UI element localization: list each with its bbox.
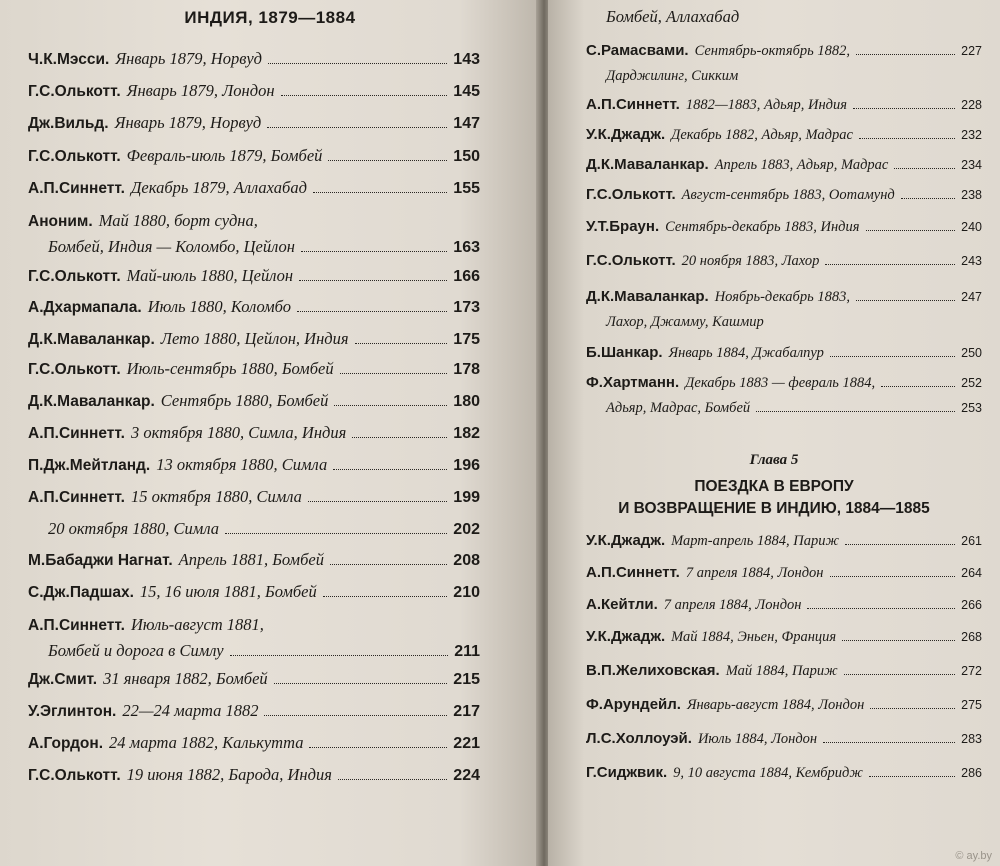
toc-entry: [28, 730, 480, 756]
page-title: ИНДИЯ, 1879—1884: [184, 8, 356, 27]
toc-entry: [28, 356, 480, 382]
entry-author: У.Эглинтон.: [28, 703, 117, 720]
entry-desc: Сентябрь-октябрь 1882,: [694, 43, 850, 59]
entry-page: 232: [961, 128, 982, 142]
toc-entry: [586, 284, 982, 335]
entry-page: 275: [961, 698, 982, 712]
entry-desc: Декабрь 1879, Аллахабад: [130, 178, 307, 197]
entry-author: Г.С.Олькотт.: [28, 767, 121, 784]
entry-desc: Февраль-июль 1879, Бомбей: [126, 146, 323, 165]
entry-author: У.Т.Браун.: [586, 218, 660, 235]
entry-desc: Апрель 1883, Адьяр, Мадрас: [714, 157, 889, 173]
chapter-title-line-2: И ВОЗВРАЩЕНИЕ В ИНДИЮ, 1884—1885: [618, 500, 930, 517]
entry-page: 224: [453, 767, 480, 784]
entry-page: 266: [961, 598, 982, 612]
toc-entry: [28, 762, 480, 788]
entry-desc: Январь 1879, Норвуд: [115, 49, 262, 68]
entry-author: Л.С.Холлоуэй.: [586, 730, 692, 747]
leader-dots: [869, 776, 955, 777]
entry-page: 211: [454, 643, 480, 660]
entry-author: А.П.Синнетт.: [586, 96, 680, 113]
leader-dots: [859, 138, 955, 139]
toc-entry: [586, 528, 982, 554]
entry-author: Д.К.Маваланкар.: [28, 393, 155, 410]
entry-page: 150: [453, 148, 480, 165]
entry-author: А.П.Синнетт.: [28, 489, 125, 506]
entry-desc-cont: Бомбей, Индия — Коломбо, Цейлон: [48, 237, 295, 256]
entry-author: Г.С.Олькотт.: [586, 252, 676, 269]
entry-page: 210: [453, 584, 480, 601]
toc-entry: [28, 143, 480, 169]
entry-desc: 20 октября 1880, Симла: [48, 519, 219, 538]
leader-dots: [281, 95, 448, 96]
entry-author: Дж.Смит.: [28, 671, 98, 688]
leader-dots: [313, 192, 447, 193]
entry-author: У.К.Джадж.: [586, 532, 666, 549]
entry-page: 286: [961, 766, 982, 780]
entry-author: А.П.Синнетт.: [28, 617, 125, 634]
entry-page: 199: [453, 489, 480, 506]
entry-page: 175: [453, 331, 480, 348]
toc-entry: [28, 78, 480, 104]
leader-dots: [323, 596, 448, 597]
entry-author: Ч.К.Мэсси.: [28, 51, 110, 68]
entry-desc: 1882—1883, Адьяр, Индия: [685, 97, 847, 113]
entry-author: А.П.Синнетт.: [586, 564, 680, 581]
toc-entry: [28, 612, 480, 664]
entry-page: 155: [453, 180, 480, 197]
entry-page: 202: [453, 521, 480, 538]
entry-page: 272: [961, 664, 982, 678]
entry-page: 143: [453, 51, 480, 68]
leader-dots: [340, 373, 448, 374]
entry-desc: 13 октября 1880, Симла: [156, 455, 328, 474]
toc-entry: [586, 340, 982, 366]
entry-desc: 24 марта 1882, Калькутта: [109, 733, 304, 752]
toc-entry: [28, 484, 480, 510]
toc-entry: [586, 92, 982, 118]
toc-entry: [586, 182, 982, 208]
entry-desc: Август-сентябрь 1883, Оотамунд: [681, 187, 895, 203]
leader-dots: [830, 356, 955, 357]
toc-entry: [28, 263, 480, 289]
entry-desc-cont: Дарджилинг, Сикким: [606, 68, 739, 84]
right-page: [548, 0, 1000, 866]
entry-author: Г.Сиджвик.: [586, 764, 668, 781]
leader-dots: [807, 608, 955, 609]
entry-author: Г.С.Олькотт.: [28, 83, 121, 100]
leader-dots: [297, 311, 447, 312]
leader-dots: [856, 54, 955, 55]
leader-dots: [267, 127, 447, 128]
toc-entry: [28, 420, 480, 446]
entry-page: 240: [961, 220, 982, 234]
entry-desc: 7 апреля 1884, Лондон: [663, 597, 802, 613]
entry-page: 243: [961, 254, 982, 268]
entry-desc: 15 октября 1880, Симла: [130, 487, 302, 506]
entry-desc: 19 июня 1882, Барода, Индия: [126, 765, 332, 784]
leader-dots: [308, 501, 447, 502]
entry-desc: Январь-август 1884, Лондон: [686, 697, 865, 713]
entry-author: У.К.Джадж.: [586, 628, 666, 645]
entry-desc: 22—24 марта 1882: [122, 701, 259, 720]
entry-page: 208: [453, 552, 480, 569]
entry-desc-cont: Бомбей, Аллахабад: [606, 7, 740, 26]
toc-entry: [28, 110, 480, 136]
entry-desc: Ноябрь-декабрь 1883,: [714, 289, 850, 305]
entry-desc: 9, 10 августа 1884, Кембридж: [673, 765, 863, 781]
entry-author: Г.С.Олькотт.: [28, 148, 121, 165]
chapter-label: Глава 5: [749, 452, 799, 468]
entry-author: П.Дж.Мейтланд.: [28, 457, 151, 474]
entry-page: 238: [961, 188, 982, 202]
watermark: © ay.by: [955, 850, 992, 862]
entry-page: 145: [453, 83, 480, 100]
entry-desc: Лето 1880, Цейлон, Индия: [160, 329, 349, 348]
leader-dots: [352, 437, 447, 438]
entry-page: 250: [961, 346, 982, 360]
leader-dots: [333, 469, 447, 470]
entry-page: 252: [961, 376, 982, 390]
entry-desc: Июль 1880, Коломбо: [147, 297, 291, 316]
entry-page: 215: [453, 671, 480, 688]
entry-author: Г.С.Олькотт.: [28, 361, 121, 378]
leader-dots: [330, 564, 447, 565]
entry-author: Д.К.Маваланкар.: [586, 288, 709, 305]
toc-entry: [28, 388, 480, 414]
leader-dots: [830, 576, 956, 577]
entry-desc: Декабрь 1883 — февраль 1884,: [685, 375, 876, 391]
leader-dots: [225, 533, 447, 534]
chapter-title: [548, 476, 1000, 520]
entry-author: Б.Шанкар.: [586, 344, 663, 361]
entry-desc: 7 апреля 1884, Лондон: [685, 565, 824, 581]
entry-page: 173: [453, 299, 480, 316]
toc-entry: [28, 547, 480, 573]
toc-entry: [28, 666, 480, 692]
toc-entry-fragment: [586, 4, 982, 29]
entry-author: М.Бабаджи Нагнат.: [28, 552, 173, 569]
toc-entry: [28, 452, 480, 478]
entry-desc: Май 1884, Париж: [725, 663, 838, 679]
leader-dots: [856, 300, 955, 301]
entry-author: Ф.Арундейл.: [586, 696, 681, 713]
entry-author: Ф.Хартманн.: [586, 374, 680, 391]
toc-entry: [586, 122, 982, 148]
entry-page: 147: [453, 115, 480, 132]
entry-author: Дж.Вильд.: [28, 115, 109, 132]
entry-desc: 31 января 1882, Бомбей: [103, 669, 268, 688]
toc-entry: [586, 624, 982, 650]
entry-desc: Май-июль 1880, Цейлон: [126, 266, 294, 285]
leader-dots: [825, 264, 955, 265]
entry-page: 261: [961, 534, 982, 548]
entry-desc: Июль-сентябрь 1880, Бомбей: [126, 359, 334, 378]
entry-page: 253: [961, 401, 982, 415]
entry-page: 180: [453, 393, 480, 410]
toc-entry: [28, 326, 480, 352]
toc-entry: [586, 248, 982, 274]
toc-entry: [586, 152, 982, 178]
entry-author: С.Дж.Падшах.: [28, 584, 134, 601]
leader-dots: [756, 411, 955, 412]
toc-entry: [28, 294, 480, 320]
leader-dots: [894, 168, 955, 169]
entry-desc: Январь 1879, Норвуд: [114, 113, 262, 132]
entry-author: А.Дхармапала.: [28, 299, 142, 316]
toc-entry: [586, 760, 982, 786]
toc-entry: [586, 726, 982, 752]
entry-desc: Апрель 1881, Бомбей: [178, 550, 324, 569]
leader-dots: [264, 715, 447, 716]
entry-page: 196: [453, 457, 480, 474]
entry-desc: Январь 1884, Джабалпур: [668, 345, 824, 361]
leader-dots: [870, 708, 955, 709]
entry-page: 182: [453, 425, 480, 442]
leader-dots: [901, 198, 955, 199]
entry-desc: Декабрь 1882, Адьяр, Мадрас: [671, 127, 853, 143]
toc-entry: [586, 658, 982, 684]
leader-dots: [334, 405, 447, 406]
toc-entry: [586, 592, 982, 618]
toc-entry: [28, 698, 480, 724]
toc-entry: [586, 692, 982, 718]
toc-entry: [586, 560, 982, 586]
entry-page: 264: [961, 566, 982, 580]
entry-author: В.П.Желиховская.: [586, 662, 720, 679]
entry-page: 268: [961, 630, 982, 644]
entry-desc-cont: Лахор, Джамму, Кашмир: [606, 314, 764, 330]
entry-page: 234: [961, 158, 982, 172]
entry-author: А.П.Синнетт.: [28, 180, 125, 197]
entry-author: А.Кейтли.: [586, 596, 658, 613]
leader-dots: [268, 63, 447, 64]
toc-entry: [586, 38, 982, 89]
toc-entry: [28, 579, 480, 605]
entry-desc: Март-апрель 1884, Париж: [671, 533, 839, 549]
entry-author: А.П.Синнетт.: [28, 425, 125, 442]
leader-dots: [866, 230, 956, 231]
entry-page: 178: [453, 361, 480, 378]
entry-author: Аноним.: [28, 213, 93, 230]
entry-desc: Май 1880, борт судна,: [98, 211, 258, 230]
toc-entry: [28, 516, 480, 542]
leader-dots: [355, 343, 448, 344]
leader-dots: [842, 640, 955, 641]
entry-desc: Сентябрь-декабрь 1883, Индия: [665, 219, 860, 235]
entry-desc: Январь 1879, Лондон: [126, 81, 275, 100]
entry-page: 163: [453, 239, 480, 256]
entry-desc-cont: Адьяр, Мадрас, Бомбей: [606, 400, 751, 416]
entry-page: 247: [961, 290, 982, 304]
chapter-title-line-1: ПОЕЗДКА В ЕВРОПУ: [694, 478, 854, 495]
toc-entry: [28, 175, 480, 201]
toc-entry: [28, 208, 480, 260]
entry-desc: Июль-август 1881,: [130, 615, 264, 634]
entry-page: 227: [961, 44, 982, 58]
leader-dots: [853, 108, 955, 109]
entry-page: 283: [961, 732, 982, 746]
leader-dots: [823, 742, 955, 743]
leader-dots: [309, 747, 447, 748]
leader-dots: [301, 251, 447, 252]
toc-entry: [586, 370, 982, 421]
entry-page: 221: [453, 735, 480, 752]
entry-desc: 3 октября 1880, Симла, Индия: [130, 423, 347, 442]
entry-desc-cont: Бомбей и дорога в Симлу: [48, 641, 224, 660]
entry-desc: 15, 16 июля 1881, Бомбей: [139, 582, 317, 601]
leader-dots: [844, 674, 955, 675]
leader-dots: [881, 386, 955, 387]
leader-dots: [299, 280, 447, 281]
leader-dots: [845, 544, 955, 545]
leader-dots: [328, 160, 447, 161]
entry-author: А.Гордон.: [28, 735, 104, 752]
entry-desc: Июль 1884, Лондон: [697, 731, 818, 747]
entry-author: У.К.Джадж.: [586, 126, 666, 143]
entry-author: С.Рамасвами.: [586, 42, 689, 59]
leader-dots: [274, 683, 448, 684]
entry-desc: 20 ноября 1883, Лахор: [681, 253, 820, 269]
leader-dots: [230, 655, 449, 656]
entry-author: Д.К.Маваланкар.: [28, 331, 155, 348]
entry-author: Г.С.Олькотт.: [28, 268, 121, 285]
entry-page: 166: [453, 268, 480, 285]
toc-entry: [28, 46, 480, 72]
leader-dots: [338, 779, 447, 780]
entry-desc: Сентябрь 1880, Бомбей: [160, 391, 329, 410]
toc-entry: [586, 214, 982, 240]
entry-page: 217: [453, 703, 480, 720]
entry-author: Г.С.Олькотт.: [586, 186, 676, 203]
entry-page: 228: [961, 98, 982, 112]
entry-author: Д.К.Маваланкар.: [586, 156, 709, 173]
entry-desc: Май 1884, Эньен, Франция: [671, 629, 837, 645]
